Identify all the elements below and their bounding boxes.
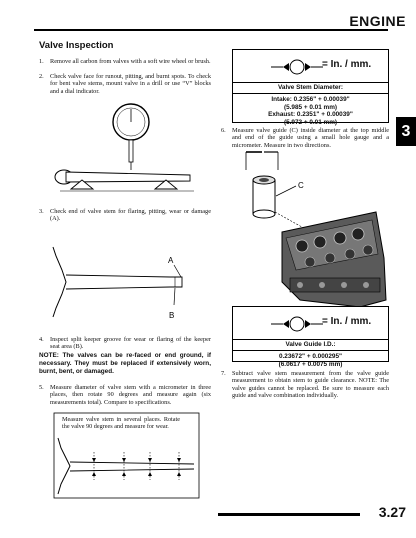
unit-label-2: = In. / mm.	[322, 316, 372, 327]
spec-guide-value-mm: (6.0617 + 0.0075 mm)	[278, 360, 343, 368]
step-1-text: Remove all carbon from valves with a soft wire wheel or brush.	[50, 58, 211, 65]
spec-exhaust: Exhaust: 0.2351" + 0.00039"	[268, 111, 353, 119]
spec-guide-value: 0.23672" + 0.000295"	[278, 352, 343, 360]
step-2-number: 2.	[39, 73, 44, 80]
caliper-icon-2	[267, 309, 327, 339]
spec-intake-mm: (5.985 + 0.01 mm)	[283, 103, 338, 111]
chapter-title: ENGINE	[349, 13, 406, 29]
cylinder-head	[282, 212, 386, 307]
step-1-number: 1.	[39, 58, 44, 65]
note-text: NOTE: The valves can be re-faced or end ground, if necessary. They must be replaced if extensively worn, burnt, bent, or damaged.	[39, 352, 211, 375]
step-3-number: 3.	[39, 208, 44, 215]
label-b: B	[169, 311, 175, 320]
step-7-text: Subtract valve stem measurement from the valve guide measurement to obtain stem to guide clearance. NOTE: The valve guides cannot be replaced. Be sure to measure each guide and valve combination individually.	[232, 370, 389, 400]
spec-box-header-2	[233, 307, 388, 340]
measurement-callout: Measure valve stem in several places. Rotate the valve 90 degrees and measure for wear.	[62, 416, 180, 431]
spec-label-2: Valve Guide I.D.:	[233, 340, 388, 351]
step-6-number: 6.	[221, 127, 226, 134]
step-6-text: Measure valve guide (C) inside diameter at the top middle and end of the guide using a small hole gauge and a micrometer. Measure in two directions.	[232, 127, 389, 149]
step-5-text: Measure diameter of valve stem with a micrometer in three places, then rotate 90 degrees and measure again (six measurements total). Compare to specifications.	[50, 384, 211, 406]
spec-label: Valve Stem Diameter:	[233, 83, 388, 94]
step-4-text: Inspect split keeper groove for wear or flaring of the keeper seat area (B).	[50, 336, 211, 351]
unit-label: = In. / mm.	[322, 59, 372, 70]
step-5-number: 5.	[39, 384, 44, 391]
step-3-text: Check end of valve stem for flaring, pitting, wear or damage (A).	[50, 208, 211, 223]
step-7	[221, 370, 389, 400]
spec-box-valve-guide	[232, 306, 389, 368]
step-4-number: 4.	[39, 336, 44, 343]
small-hole-gauge	[246, 152, 278, 170]
page-number: 3.27	[378, 504, 406, 520]
section-title: Valve Inspection	[39, 40, 114, 51]
leader-c	[276, 186, 296, 196]
valve-guide	[253, 176, 275, 218]
label-a: A	[168, 256, 174, 265]
footer-rule	[218, 513, 360, 516]
spec-box-body-2	[233, 340, 388, 370]
label-c: C	[298, 181, 304, 190]
step-7-number: 7.	[221, 370, 226, 377]
step-2-text: Check valve face for runout, pitting, and burnt spots. To check for bent valve stems, mount valve in a drill or use “V” blocks and a dial indicator.	[50, 73, 211, 95]
spec-intake: Intake: 0.2356" + 0.00039"	[271, 95, 350, 103]
chapter-tab: 3	[396, 117, 416, 146]
spec-exhaust-mm: (5.972 + 0.01 mm)	[283, 119, 338, 127]
